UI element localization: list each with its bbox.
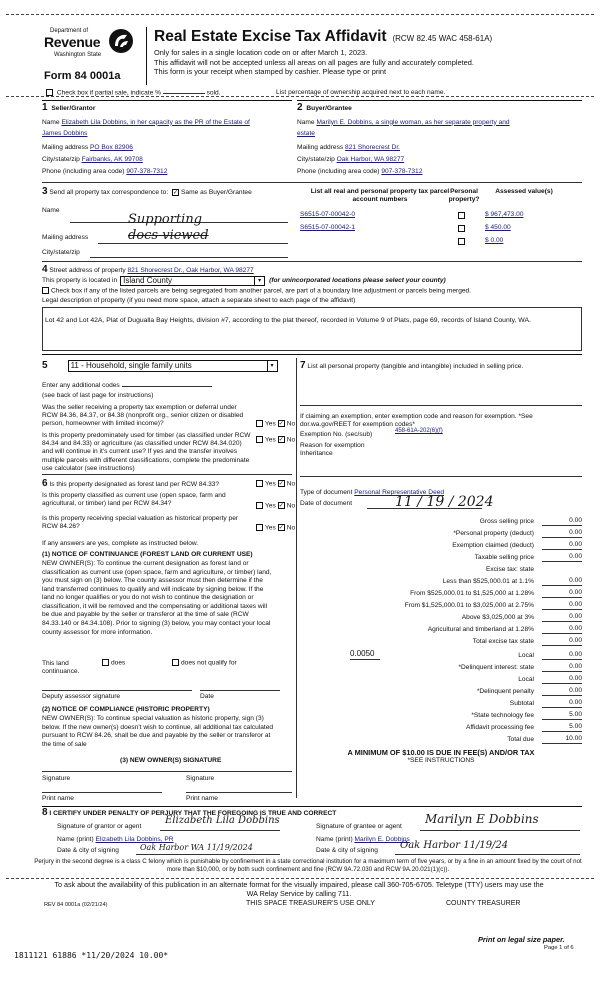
tax-line: [300, 586, 582, 598]
dor-mark-icon: [108, 28, 134, 54]
notice-1-text: NEW OWNER(S): To continue the current designation as forest land or classification as current use (open space, farm and agriculture, or timber) land, you must sign on (3) below. The county assessor must then determine if the land transferred continues to qualify and will indicate by signing below. If the land no longer qualifies or you do not wish to continue the designation or classification, it will be removed and the compensating or additional taxes will be due and payable by the seller or transferor at the time of sale (RCW 84.33.140 or 84.34.108). Prior to signing (3) below, you may contact your local county assessor for more information.: [42, 560, 272, 636]
seller-phone-label: Phone (including area code): [42, 168, 125, 176]
tax-line: [300, 562, 582, 574]
assessed-value[interactable]: $ 450.00: [485, 224, 511, 231]
sec6-q3-answer: [254, 524, 295, 532]
buyer-heading: Buyer/Grantee: [306, 105, 352, 112]
tax-line-label: From $525,000.01 to $1,525,000 at 1.28%: [410, 589, 534, 597]
section-6-num: 6: [42, 478, 48, 489]
list-percentage: List percentage of ownership acquired next to each name.: [276, 89, 446, 96]
does-not-label: does not qualify for: [181, 659, 237, 667]
reason-field[interactable]: Inheritance: [300, 450, 333, 457]
dept-revenue: Revenue: [44, 34, 101, 50]
correspondence-section: [42, 186, 292, 199]
no-label: No: [286, 420, 296, 428]
county-treasurer-label: COUNTY TREASURER: [446, 900, 521, 907]
new-owner-sig-line-2: [186, 792, 292, 793]
grantee-name-field[interactable]: Marilyn E. Dobbins: [354, 836, 410, 843]
doc-type-field[interactable]: Personal Representative Deed: [354, 489, 445, 496]
street-section: [42, 264, 582, 277]
tax-line: [300, 550, 582, 562]
tax-line-value[interactable]: 0.00: [542, 541, 582, 550]
grantee-name-row: [316, 836, 410, 844]
tax-line: [300, 598, 582, 610]
sec6-q2: Is this property classified as current use (open space, farm and agricultural, or timber) land per RCW 84.34?: [42, 492, 226, 508]
new-owner-sig-label-2: Signature: [186, 775, 215, 782]
corr-city-line: [90, 257, 288, 258]
tax-line-label: Exemption claimed (deduct): [452, 541, 534, 549]
grantee-date-label: Date & city of signing: [316, 847, 378, 854]
same-as-buyer-checkbox[interactable]: ✓: [173, 189, 179, 196]
this-land-row: [42, 660, 82, 676]
notice-2-text: NEW OWNER(S): To continue special valuation as historic property, sign (3) below. If the new owner(s) doesn't wish to continue, all additional tax calculated pursuant to RCW 84.26, shall be due and payable by the seller or transferor at the time of sale: [42, 715, 274, 748]
intro-1: Only for sales in a single location code on or after March 1, 2023.: [154, 48, 368, 58]
new-owner-print-label-1: Print name: [42, 795, 74, 802]
footer-dash: [6, 878, 594, 879]
alt-format-notice: To ask about the availability of this publication in an alternate format for the visually impaired, please call 360-705-6705. Teletype (TTY) users may use the WA Relay Service by calling 711.: [54, 880, 544, 899]
tax-line: [300, 732, 582, 744]
unincorporated-note: (for unincorporated locations please select your county): [269, 276, 446, 284]
assessed-value[interactable]: $ 967,473.00: [485, 211, 524, 218]
parcel-row-3: [300, 237, 555, 245]
seller-name-field[interactable]: Elizabeth Lila Dobbins, in her capacity as the PR of the Estate of: [61, 118, 250, 126]
perjury-notice: Perjury in the second degree is a class C felony which is punishable by confinement in a state correctional institution for a maximum term of five years, or by a fine in an amount fixed by the court of not more than $10,000, or by both such confinement and fine (RCW 9A.72.030 and RCW 9A.20.021(1)(c)).: [34, 858, 582, 874]
segregated-checkbox[interactable]: [42, 287, 49, 294]
if-yes-note: If any answers are yes, complete as instructed below.: [42, 540, 199, 547]
tax-line-label: *Delinquent penalty: [476, 687, 534, 695]
no-label: No: [286, 502, 296, 510]
grantor-sig-label: Signature of grantor or agent: [57, 823, 142, 830]
sec6-q1-row: [42, 478, 252, 491]
top-dash: [6, 14, 594, 15]
tax-line-label: Local: [518, 675, 534, 683]
tax-line: [300, 660, 582, 672]
corr-city-label: City/state/zip: [42, 249, 80, 256]
grantor-name-field[interactable]: Elizabeth Lila Dobbins, PR: [95, 836, 174, 843]
no-checkbox[interactable]: ✓: [278, 437, 284, 443]
no-label: No: [286, 524, 296, 532]
exemption-no-field[interactable]: 458-61A-202(6)(f): [395, 428, 443, 434]
tax-line-value[interactable]: 0.00: [542, 625, 582, 634]
tax-line-value[interactable]: 0.00: [542, 589, 582, 598]
grantor-sig-line: [160, 830, 280, 831]
buyer-name-label: Name: [297, 118, 315, 126]
buyer-city-label: City/state/zip: [297, 156, 335, 164]
tax-line-label: Total excise tax state: [472, 637, 534, 645]
grantee-date-field[interactable]: Oak Harbor 11/19/24: [400, 840, 509, 851]
tax-line-label: Above $3,025,000 at 3%: [461, 613, 534, 621]
buyer-mail-field[interactable]: 821 Shorecrest Dr.: [345, 143, 401, 151]
corr-mail-label: Mailing address: [42, 234, 89, 241]
no-checkbox[interactable]: ✓: [278, 525, 284, 531]
certify-statement: I CERTIFY UNDER PENALTY OF PERJURY THAT THE FOREGOING IS TRUE AND CORRECT: [49, 810, 337, 817]
sec6-q3: Is this property receiving special valuation as historical property per RCW 84.26?: [42, 515, 239, 531]
sec4-bottom: [42, 354, 582, 355]
seller-section: [42, 102, 292, 177]
tax-line-value[interactable]: 0.00: [542, 699, 582, 708]
buyer-name-field-2[interactable]: estate: [297, 129, 315, 137]
section-5-head: [42, 360, 278, 373]
grantor-name-label: Name (print): [57, 836, 94, 843]
new-owner-sig-line-1: [42, 792, 162, 793]
seller-name-field-2[interactable]: James Dobbins: [42, 129, 88, 137]
buyer-section: [297, 102, 582, 177]
sec5-q2: Is this property predominately used for timber (as classified under RCW 84.34 and 84.33) or agriculture (as classified under RCW 84.34.020) and will continue in it's current use? If yes and the transfer involves multiple parcels with different classifications, complete the predominate use calculator (see instructions): [42, 432, 251, 472]
page-number: Page 1 of 6: [544, 945, 574, 951]
buyer-mail-label: Mailing address: [297, 143, 344, 151]
exemption-no-label: Exemption No. (sec/sub): [300, 431, 373, 438]
use-code-select[interactable]: [68, 360, 278, 372]
tax-line-value[interactable]: 0.00: [542, 517, 582, 526]
street-label: Street address of property: [49, 267, 126, 274]
buyer-city-field[interactable]: Oak Harbor, WA 98277: [336, 156, 405, 164]
sec1-rule: [42, 100, 292, 101]
partial-sold-label: sold.: [206, 89, 221, 97]
does-not-checkbox[interactable]: [172, 659, 179, 666]
deputy-date-line: [200, 690, 280, 691]
sec5-q1-answer: [254, 420, 295, 428]
grantor-signature[interactable]: Elizabeth Lila Dobbins: [165, 815, 280, 826]
tax-line: [300, 538, 582, 550]
segregated-label: Check box if any of the listed parcels are being segregated from another parcel, are part of a boundary line adjustment or parcels being merged.: [51, 287, 472, 295]
yes-checkbox[interactable]: [256, 502, 263, 509]
tax-line-value[interactable]: 0.00: [542, 663, 582, 672]
section-2-num: 2: [297, 102, 303, 113]
sec5-bottom: [42, 474, 292, 475]
seller-phone-field[interactable]: 907-378-7312: [126, 168, 168, 176]
sec7-line: [300, 405, 582, 406]
tax-line: [300, 514, 582, 526]
yes-checkbox[interactable]: [256, 480, 263, 487]
intro-2: This affidavit will not be accepted unless all areas on all pages are fully and accurately completed.: [154, 57, 474, 67]
intro-3: This form is your receipt when stamped by cashier. Please type or print: [154, 66, 387, 76]
tax-line-label: Taxable selling price: [474, 553, 534, 561]
partial-pct-field[interactable]: [163, 93, 205, 94]
parcel-number[interactable]: S6515-07-00042-1: [300, 224, 355, 231]
chevron-down-icon: ▾: [254, 277, 264, 286]
sec2-rule: [297, 100, 582, 101]
tax-line: [300, 684, 582, 696]
legal-paper-note: Print on legal size paper.: [478, 935, 565, 944]
tax-line-label: Less than $525,000.01 at 1.1%: [442, 577, 534, 585]
deputy-date-label: Date: [200, 693, 214, 700]
treasurer-use-label: THIS SPACE TREASURER'S USE ONLY: [246, 900, 375, 907]
grantee-date-line: [395, 854, 580, 855]
exemption-text: If claiming an exemption, enter exemption code and reason for exemption. *See dor.wa.gov/REET for exemption codes*: [300, 413, 533, 429]
doc-type-label: Type of document: [300, 489, 353, 496]
tax-line-value[interactable]: 0.00: [542, 553, 582, 562]
seller-mail-field[interactable]: PO Box 82906: [90, 143, 133, 151]
header-divider: [146, 27, 147, 85]
doc-date-field[interactable]: 11 / 19 / 2024: [395, 494, 494, 510]
dor-logo: [44, 28, 136, 68]
title-block: [154, 27, 574, 76]
yes-label: Yes: [265, 436, 276, 444]
county-value: Island County: [123, 276, 173, 285]
tax-line-label: Subtotal: [509, 699, 534, 707]
tax-line-value[interactable]: 10.00: [542, 735, 582, 744]
sec6-q1-answer: [254, 480, 295, 488]
section-7-num: 7: [300, 360, 306, 371]
local-value[interactable]: 0.00: [542, 651, 582, 660]
no-label: No: [286, 436, 296, 444]
grantor-date-field[interactable]: Oak Harbor WA 11/19/2024: [140, 843, 253, 852]
sec5-q2-answer: [254, 436, 295, 444]
additional-codes: [42, 382, 212, 390]
reason-line: [300, 476, 582, 477]
grantee-name-label: Name (print): [316, 836, 353, 843]
deputy-signature-label: Deputy assessor signature: [42, 693, 121, 700]
tax-line-value[interactable]: 0.00: [542, 675, 582, 684]
parcel-number[interactable]: S6515-07-00042-0: [300, 211, 355, 218]
sec6-q2-answer: [254, 502, 295, 510]
parcel-row-1: [300, 211, 555, 219]
street-address-field[interactable]: 821 Shorecrest Dr., Oak Harbor, WA 98277: [127, 267, 254, 274]
no-checkbox[interactable]: ✓: [278, 421, 284, 427]
grantor-date-line: [136, 854, 280, 855]
buyer-name-field[interactable]: Marilyn E. Dobbins, a single woman, as her separate property and: [316, 118, 510, 126]
does-checkbox[interactable]: [102, 659, 109, 666]
tax-line: [300, 672, 582, 684]
local-label: Local: [518, 651, 534, 659]
does-label: does: [111, 659, 126, 667]
tax-line-label: *Delinquent interest: state: [458, 663, 534, 671]
personal-property-checkbox[interactable]: [458, 212, 465, 219]
doc-date-label: Date of document: [300, 500, 353, 507]
deputy-line: [42, 690, 192, 691]
tax-line-label: *Personal property (deduct): [453, 529, 534, 537]
tax-lines: [300, 514, 582, 765]
tax-line: [300, 708, 582, 720]
section-4-num: 4: [42, 264, 48, 275]
tax-line-label: Affidavit processing fee: [465, 723, 534, 731]
buyer-phone-label: Phone (including area code): [297, 168, 380, 176]
dept-line1: Department of: [50, 28, 89, 34]
tax-line-label: Gross selling price: [479, 517, 534, 525]
seller-heading: Seller/Grantor: [51, 105, 96, 112]
partial-sale-label: Check box if partial sale, indicate %: [56, 89, 161, 97]
tax-line: [300, 610, 582, 622]
yes-checkbox[interactable]: [256, 420, 263, 427]
partial-sale: [44, 89, 221, 97]
personal-property-checkbox[interactable]: [458, 238, 465, 245]
tax-line-label: From $1,525,000.01 to $3,025,000 at 2.75%: [404, 601, 534, 609]
reason-label: Reason for exemption: [300, 442, 365, 449]
parcel-col-header: List all real and personal property tax parcel account numbers: [310, 188, 450, 204]
see-instructions-note: *SEE INSTRUCTIONS: [407, 757, 475, 765]
cashier-stamp: 1811121 61886 *11/20/2024 10.00*: [14, 951, 169, 960]
minimum-due-note: A MINIMUM OF $10.00 IS DUE IN FEE(S) AND/OR TAX: [347, 748, 535, 757]
county-select[interactable]: [120, 276, 265, 286]
additional-codes-field[interactable]: [122, 386, 212, 387]
local-rate-field[interactable]: 0.0050: [350, 649, 380, 660]
located-label: This property is located in: [42, 276, 118, 284]
this-land-label: This land: [42, 660, 69, 667]
tax-line-value[interactable]: 5.00: [542, 711, 582, 720]
sec6-q1: Is this property designated as forest land per RCW 84.33?: [49, 481, 220, 488]
does-not-option: [170, 659, 237, 667]
page-title: Real Estate Excise Tax Affidavit: [154, 28, 387, 45]
additional-codes-label: Enter any additional codes: [42, 382, 120, 389]
form-number: Form 84 0001a: [44, 70, 121, 82]
tax-line-value[interactable]: 0.00: [542, 577, 582, 586]
tax-line: [300, 622, 582, 634]
title-ref: (RCW 82.45 WAC 458-61A): [392, 34, 493, 43]
assessed-value[interactable]: $ 0.00: [485, 237, 504, 244]
section-8-num: 8: [42, 807, 48, 818]
tax-line-value[interactable]: 0.00: [542, 601, 582, 610]
new-owner-sig-label-1: Signature: [42, 775, 71, 782]
local-tax-line: [300, 646, 582, 660]
revision-label: REV 84 0001a (02/21/24): [44, 902, 108, 908]
tax-line-label: Total due: [507, 735, 534, 743]
tax-line-label: Excise tax: state: [485, 565, 534, 573]
personal-col-header: Personal property?: [448, 188, 480, 204]
section-3-num: 3: [42, 186, 48, 197]
does-option: [100, 659, 125, 667]
sec3-bottom: [42, 261, 582, 262]
personal-property-label: List all personal property (tangible and intangible) included in selling price.: [307, 363, 524, 370]
tax-line: [300, 720, 582, 732]
section-1-num: 1: [42, 102, 48, 113]
yes-label: Yes: [265, 480, 276, 488]
sec5-q1: Was the seller receiving a property tax exemption or deferral under RCW 84.36, 84.37, or 84.38 (nonprofit org., senior citizen or disabled person, homeowner with limited income)?: [42, 404, 244, 428]
section-5-num: 5: [42, 360, 48, 371]
continuance-label: continuance.: [42, 668, 80, 676]
legal-description-box[interactable]: [42, 307, 582, 351]
yes-label: Yes: [265, 420, 276, 428]
use-code-value: 11 - Household, single family units: [70, 361, 192, 371]
yes-label: Yes: [265, 524, 276, 532]
tax-line-value[interactable]: 0.00: [542, 529, 582, 538]
legal-description-text: Lot 42 and Lot 42A, Plat of Dugualla Bay Heights, division #7, according to the plat thereof, recorded in Volume 9 of Plats, page 69, records of Island County, WA.: [45, 317, 531, 324]
personal-property-checkbox[interactable]: [458, 225, 465, 232]
tax-line: [300, 696, 582, 708]
grantee-sig-label: Signature of grantee or agent: [316, 823, 402, 830]
grantor-date-label: Date & city of signing: [57, 847, 119, 854]
parcel-row-2: [300, 224, 555, 232]
no-checkbox[interactable]: ✓: [278, 503, 284, 509]
notice-3-title: (3) NEW OWNER(S) SIGNATURE: [120, 757, 222, 764]
no-checkbox[interactable]: ✓: [278, 481, 284, 487]
seller-name-label: Name: [42, 118, 60, 126]
tax-line: [300, 526, 582, 538]
yes-checkbox[interactable]: [256, 524, 263, 531]
chevron-down-icon: ▾: [267, 361, 277, 372]
same-as-buyer-label: Same as Buyer/Grantee: [181, 189, 252, 196]
partial-sale-checkbox[interactable]: [46, 89, 53, 96]
docs-viewed-note: docs viewed: [128, 228, 209, 243]
corr-name-label: Name: [42, 207, 60, 214]
correspondence-label: Send all property tax correspondence to:: [49, 189, 169, 196]
notice-1-title: (1) NOTICE OF CONTINUANCE (FOREST LAND OR CURRENT USE): [42, 551, 253, 558]
tax-line-value[interactable]: 0.00: [542, 637, 582, 646]
seller-city-field[interactable]: Fairbanks, AK 99708: [81, 156, 143, 164]
notice-2-title: (2) NOTICE OF COMPLIANCE (HISTORIC PROPERTY): [42, 706, 210, 713]
buyer-phone-field[interactable]: 907-378-7312: [381, 168, 423, 176]
new-owner-rule: [42, 771, 292, 772]
tax-line-value[interactable]: 0.00: [542, 687, 582, 696]
column-divider: [296, 358, 297, 798]
tax-line-label: Agricultural and timberland at 1.28%: [427, 625, 534, 633]
new-owner-print-label-2: Print name: [186, 795, 218, 802]
section-7: [300, 360, 582, 373]
no-label: No: [286, 480, 296, 488]
segregated-row: [42, 287, 471, 295]
seller-mail-label: Mailing address: [42, 143, 89, 151]
see-back-note: (see back of last page for instructions): [42, 392, 154, 399]
tax-line: [300, 634, 582, 646]
location-row: [42, 276, 446, 286]
yes-checkbox[interactable]: [256, 436, 263, 443]
grantee-sig-line: [420, 830, 580, 831]
supporting-docs-note: Supporting: [128, 212, 203, 227]
tax-line: [300, 574, 582, 586]
grantee-signature[interactable]: Marilyn E Dobbins: [425, 812, 539, 826]
dept-state: Washington State: [54, 52, 102, 58]
seller-city-label: City/state/zip: [42, 156, 80, 164]
tax-line-label: *State technology fee: [471, 711, 534, 719]
yes-label: Yes: [265, 502, 276, 510]
tax-line-value[interactable]: 0.00: [542, 613, 582, 622]
legal-description-label: Legal description of property (if you need more space, attach a separate sheet to each page of the affidavit): [42, 297, 356, 304]
assessed-col-header: Assessed value(s): [495, 188, 553, 195]
tax-line-value[interactable]: 5.00: [542, 723, 582, 732]
sec12-bottom: [42, 182, 582, 183]
